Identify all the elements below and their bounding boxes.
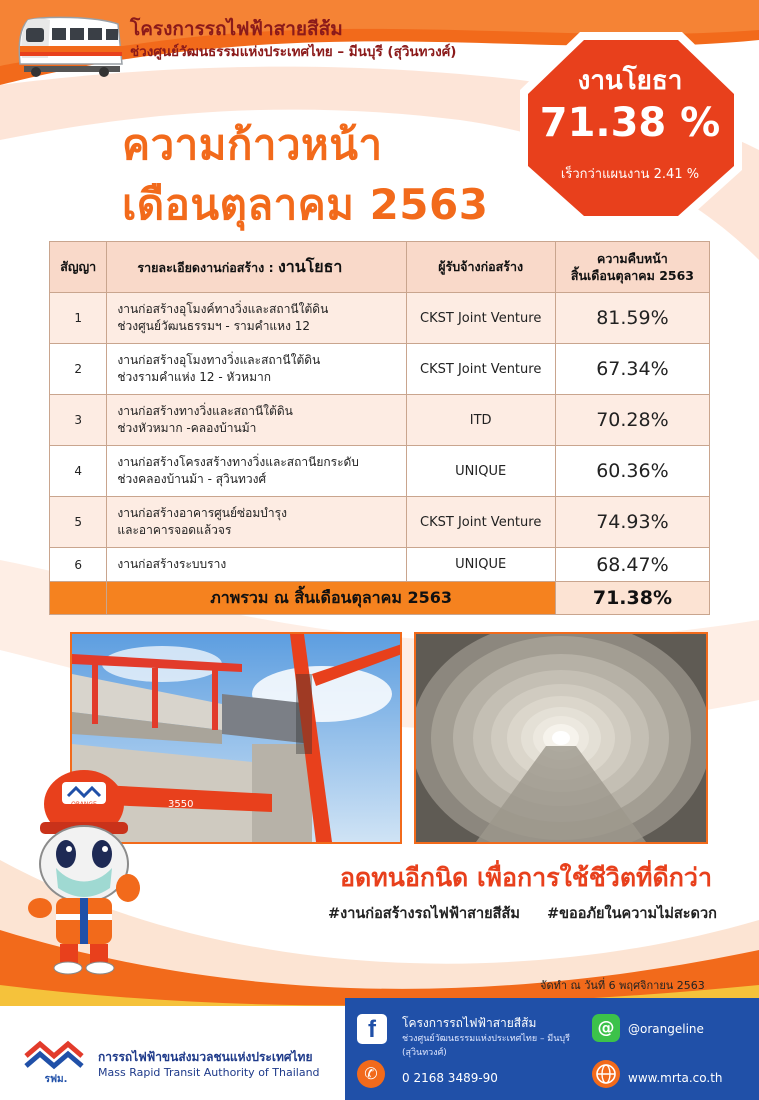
tunnel-photo [414, 632, 708, 844]
crane-label: 3550 [168, 799, 194, 810]
slogan: อดทนอีกนิด เพื่อการใช้ชีวิตที่ดีกว่า [340, 863, 712, 892]
row-contractor: CKST Joint Venture [406, 497, 555, 548]
summary-value: 71.38 % [539, 100, 721, 146]
row-desc-line1: งานก่อสร้างอุโมงทางวิ่งและสถานีใต้ดิน [117, 353, 321, 367]
header-desc-prefix: รายละเอียดงานก่อสร้าง : [137, 260, 278, 275]
summary-note: เร็วกว่าแผนงาน 2.41 % [560, 167, 700, 182]
table-row [50, 446, 710, 497]
table-row [50, 497, 710, 548]
row-desc-line1: งานก่อสร้างอุโมงค์ทางวิ่งและสถานีใต้ดิน [117, 302, 329, 316]
row-desc-line2: และอาคารจอดแล้วจร [117, 523, 232, 537]
facebook-page-name[interactable]: โครงการรถไฟฟ้าสายสีส้ม [402, 1016, 537, 1030]
mascot-illustration [22, 760, 152, 975]
table-row [50, 548, 710, 582]
line-at-icon: @ [592, 1014, 620, 1042]
table-row [50, 344, 710, 395]
row-progress: 70.28% [555, 395, 709, 446]
facebook-icon[interactable]: f [357, 1014, 387, 1044]
facebook-page-sub1: ช่วงศูนย์วัฒนธรรมแห่งประเทศไทย – มีนบุรี [402, 1034, 570, 1044]
row-description [107, 497, 406, 548]
table-total-row [50, 582, 710, 615]
page-subtitle: เดือนตุลาคม 2563 [122, 180, 489, 229]
header-contract: สัญญา [50, 242, 107, 293]
row-progress: 60.36% [555, 446, 709, 497]
row-desc-line2: ช่วงหัวหมาก -คลองบ้านม้า [117, 421, 257, 435]
row-desc-line1: งานก่อสร้างระบบราง [117, 557, 227, 571]
page-title: ความก้าวหน้า [122, 120, 383, 169]
row-number: 1 [50, 293, 107, 344]
row-number: 5 [50, 497, 107, 548]
hashtag-apology: #ขออภัยในความไม่สะดวก [547, 906, 717, 922]
website-link[interactable]: www.mrta.co.th [628, 1071, 723, 1085]
project-section: ช่วงศูนย์วัฒนธรรมแห่งประเทศไทย – มีนบุรี (สุวินทวงศ์) [130, 44, 457, 60]
row-contractor: CKST Joint Venture [406, 293, 555, 344]
header-desc-bold: งานโยธา [277, 257, 343, 276]
row-number: 4 [50, 446, 107, 497]
row-description [107, 446, 406, 497]
row-desc-line1: งานก่อสร้างโครงสร้างทางวิ่งและสถานียกระดับ [117, 455, 359, 469]
mrta-logo-text: รฟม. [44, 1074, 68, 1084]
tunnel-image [416, 634, 706, 842]
phone-icon: ✆ [357, 1060, 385, 1088]
row-desc-line2: ช่วงศูนย์วัฒนธรรมฯ - รามคำแหง 12 [117, 319, 311, 333]
row-contractor: ITD [406, 395, 555, 446]
row-desc-line1: งานก่อสร้างอาคารศูนย์ซ่อมบำรุง [117, 506, 287, 520]
row-description [107, 344, 406, 395]
header-progress [555, 242, 709, 293]
table-row [50, 293, 710, 344]
row-description [107, 395, 406, 446]
mrta-logo-icon [22, 1040, 92, 1084]
row-number: 6 [50, 548, 107, 582]
header-description [107, 242, 406, 293]
header-progress-line2: สิ้นเดือนตุลาคม 2563 [570, 268, 694, 283]
total-blank [50, 582, 107, 615]
header-progress-line1: ความคืบหน้า [597, 251, 668, 266]
prepared-date: จัดทำ ณ วันที่ 6 พฤศจิกายน 2563 [540, 979, 705, 992]
project-title: โครงการรถไฟฟ้าสายสีส้ม [130, 18, 343, 40]
row-contractor: UNIQUE [406, 446, 555, 497]
table-row [50, 395, 710, 446]
line-account[interactable]: @orangeline [628, 1022, 704, 1036]
hashtag-orange-line: #งานก่อสร้างรถไฟฟ้าสายสีส้ม [328, 906, 520, 922]
row-desc-line2: ช่วงรามคำแห่ง 12 - หัวหมาก [117, 370, 271, 384]
row-description [107, 548, 406, 582]
phone-number[interactable]: 0 2168 3489-90 [402, 1071, 498, 1085]
facebook-page-sub2: (สุวินทวงศ์) [402, 1048, 447, 1058]
row-progress: 67.34% [555, 344, 709, 395]
row-desc-line1: งานก่อสร้างทางวิ่งและสถานีใต้ดิน [117, 404, 293, 418]
globe-icon [592, 1060, 620, 1088]
total-value: 71.38% [555, 582, 709, 615]
row-number: 2 [50, 344, 107, 395]
header-contractor: ผู้รับจ้างก่อสร้าง [406, 242, 555, 293]
row-contractor: UNIQUE [406, 548, 555, 582]
row-progress: 81.59% [555, 293, 709, 344]
total-label: ภาพรวม ณ สิ้นเดือนตุลาคม 2563 [107, 582, 555, 615]
table-header-row [50, 242, 710, 293]
row-contractor: CKST Joint Venture [406, 344, 555, 395]
org-name-thai: การรถไฟฟ้าขนส่งมวลชนแห่งประเทศไทย [98, 1050, 313, 1064]
train-icon [14, 14, 126, 80]
summary-label: งานโยธา [577, 66, 683, 96]
row-description [107, 293, 406, 344]
row-desc-line2: ช่วงคลองบ้านม้า - สุวินทวงศ์ [117, 472, 267, 486]
row-progress: 74.93% [555, 497, 709, 548]
progress-table [49, 241, 710, 615]
row-progress: 68.47% [555, 548, 709, 582]
mascot-helmet-text: ORANGE [71, 801, 97, 808]
row-number: 3 [50, 395, 107, 446]
org-name-english: Mass Rapid Transit Authority of Thailand [98, 1066, 320, 1079]
